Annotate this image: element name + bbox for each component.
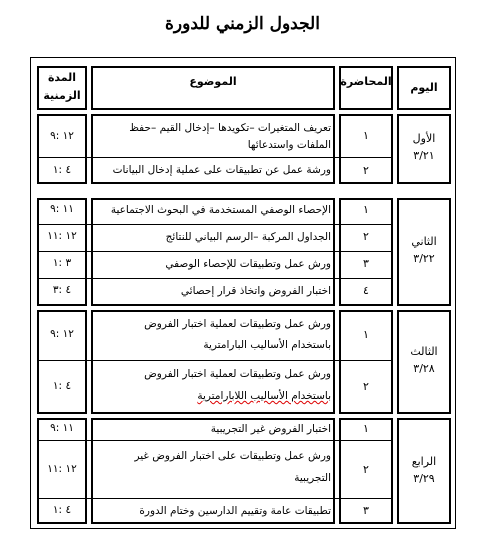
day2-date: ٣/٢٢ — [413, 252, 435, 265]
day1-date: ٣/٢١ — [413, 149, 435, 162]
day4-date: ٣/٢٩ — [413, 472, 435, 485]
lecture-number: ١ — [363, 422, 369, 435]
lecture-number: ١ — [363, 203, 369, 216]
divider — [37, 440, 393, 441]
lecture-number: ٣ — [363, 504, 369, 517]
divider — [37, 360, 393, 361]
lecture-number: ٢ — [363, 230, 369, 243]
topic-text: التجريبية — [294, 472, 331, 484]
header-topic: الموضوع — [189, 75, 237, 88]
duration-value: ٤ :١ — [52, 504, 72, 516]
duration-value: ١١ :٩ — [50, 422, 74, 434]
schedule-table — [30, 57, 456, 529]
duration-value: ١١ :٩ — [50, 203, 74, 215]
lecture-number: ١ — [363, 328, 369, 341]
topic-text: تعريف المتغيرات –تكويدها –إدخال القيم –حفظ الملفات واستدعائها — [129, 122, 331, 151]
page-title: الجدول الزمني للدورة — [165, 14, 320, 34]
lecture-number: ٤ — [363, 284, 369, 297]
topic-text: تطبيقات عامة وتقييم الدارسين وختام الدورة — [139, 505, 331, 517]
header-duration-line1: المدة — [47, 71, 77, 84]
duration-value: ١٢ :١١ — [47, 463, 77, 475]
header-duration-line2: الزمنية — [43, 89, 81, 102]
day1-name: الأول — [412, 132, 436, 145]
lecture-number: ١ — [363, 129, 369, 142]
day4-name: الرابع — [411, 455, 437, 468]
topic-text: ورش عمل وتطبيقات لعملية اختبار الفروض — [144, 368, 331, 380]
duration-value: ١٢ :٩ — [50, 328, 74, 340]
duration-value: ٤ :٣ — [52, 284, 72, 296]
day2-name: الثاني — [411, 235, 437, 248]
topic-text: اختبار الفروض واتخاذ قرار إحصائي — [180, 285, 331, 297]
day3-lecture-box — [339, 310, 393, 414]
lecture-number: ٣ — [363, 257, 369, 270]
divider — [37, 157, 393, 158]
topic-text: ورش عمل وتطبيقات لعملية اختبار الفروض — [144, 318, 331, 330]
lecture-number: ٢ — [363, 380, 369, 393]
topic-text: الجداول المركبة –الرسم البياني للنتائج — [165, 231, 331, 243]
day3-name: الثالث — [410, 345, 438, 358]
header-lecture: المحاضرة — [340, 75, 392, 88]
lecture-number: ٢ — [363, 463, 369, 476]
topic-text: ورشة عمل عن تطبيقات على عملية إدخال البيانات — [112, 164, 331, 176]
topic-text: ورش عمل وتطبيقات على اختبار الفروض غير — [134, 450, 331, 462]
divider — [37, 498, 393, 499]
duration-value: ٤ :١ — [52, 164, 72, 176]
topic-text: ورش عمل وتطبيقات للإحصاء الوصفي — [165, 258, 331, 270]
day3-date: ٣/٢٨ — [413, 362, 435, 375]
header-day: اليوم — [410, 81, 438, 94]
lecture-number: ٢ — [363, 164, 369, 177]
topic-text: الإحصاء الوصفي المستخدمة في البحوث الاجتماعية — [110, 204, 331, 216]
divider — [37, 224, 393, 225]
divider — [37, 251, 393, 252]
duration-value: ١٢ :١١ — [47, 230, 77, 242]
topic-text: باستخدام الأساليب البارامترية — [203, 339, 331, 351]
duration-value: ١٢ :٩ — [50, 130, 74, 142]
day3-duration-box — [37, 310, 87, 414]
duration-value: ٣ :١ — [52, 257, 72, 269]
duration-value: ٤ :١ — [52, 380, 72, 392]
topic-text: باستخدام الأساليب اللابارامترية — [197, 390, 331, 402]
divider — [37, 278, 393, 279]
topic-text: اختبار الفروض غير التجريبية — [210, 423, 331, 435]
